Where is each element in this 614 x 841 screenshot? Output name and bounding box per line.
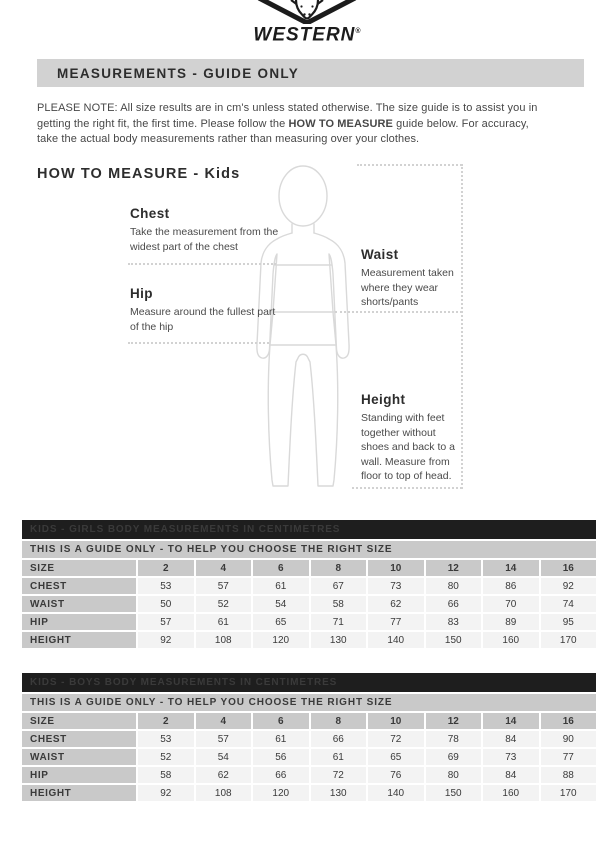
value-cell: 66	[426, 596, 482, 612]
height-vertical-guide-line	[461, 164, 463, 489]
value-cell: 77	[368, 614, 424, 630]
value-cell: 76	[368, 767, 424, 783]
row-label-cell: HIP	[22, 767, 136, 783]
value-cell: 67	[311, 578, 367, 594]
value-cell: 65	[368, 749, 424, 765]
height-title: Height	[361, 392, 406, 407]
value-cell: 170	[541, 632, 597, 648]
size-header-row	[22, 713, 596, 729]
size-value-cell: 16	[541, 560, 597, 576]
table-row	[22, 578, 596, 594]
waist-measure-label	[361, 247, 461, 310]
value-cell: 72	[311, 767, 367, 783]
value-cell: 140	[368, 632, 424, 648]
value-cell: 92	[541, 578, 597, 594]
value-cell: 57	[196, 731, 252, 747]
value-cell: 130	[311, 632, 367, 648]
size-value-cell: 12	[426, 560, 482, 576]
note-bold: HOW TO MEASURE	[288, 117, 393, 130]
size-value-cell: 16	[541, 713, 597, 729]
chest-measure-label	[130, 206, 300, 254]
brand-wordmark	[0, 24, 614, 46]
value-cell: 56	[253, 749, 309, 765]
value-cell: 77	[541, 749, 597, 765]
value-cell: 65	[253, 614, 309, 630]
size-value-cell: 10	[368, 713, 424, 729]
value-cell: 69	[426, 749, 482, 765]
value-cell: 50	[138, 596, 194, 612]
size-value-cell: 6	[253, 560, 309, 576]
value-cell: 62	[368, 596, 424, 612]
value-cell: 66	[253, 767, 309, 783]
value-cell: 86	[483, 578, 539, 594]
table-subtitle: THIS IS A GUIDE ONLY - TO HELP YOU CHOOSE THE RIGHT SIZE	[22, 694, 596, 711]
table-row	[22, 749, 596, 765]
please-note-text	[37, 101, 553, 148]
value-cell: 130	[311, 785, 367, 801]
value-cell: 52	[138, 749, 194, 765]
hip-guide-line	[128, 342, 269, 344]
row-label-cell: HIP	[22, 614, 136, 630]
hip-title: Hip	[130, 286, 153, 301]
height-measure-label	[361, 392, 461, 484]
waist-title: Waist	[361, 247, 399, 262]
value-cell: 150	[426, 632, 482, 648]
value-cell: 90	[541, 731, 597, 747]
size-value-cell: 12	[426, 713, 482, 729]
value-cell: 108	[196, 632, 252, 648]
value-cell: 80	[426, 578, 482, 594]
value-cell: 58	[138, 767, 194, 783]
note-suffix: guide below. For accuracy, take the actual body measurements rather than measuring over your clothes.	[37, 117, 529, 145]
chest-description: Take the measurement from the widest part of the chest	[130, 226, 279, 253]
boys-measurements-table	[20, 671, 598, 803]
value-cell: 61	[196, 614, 252, 630]
chest-title: Chest	[130, 206, 170, 221]
table-row	[22, 767, 596, 783]
size-value-cell: 14	[483, 713, 539, 729]
height-bottom-guide-line	[352, 487, 462, 489]
table-title: KIDS - GIRLS BODY MEASUREMENTS IN CENTIMETRES	[22, 520, 596, 539]
value-cell: 61	[253, 731, 309, 747]
hip-measure-label	[130, 286, 280, 334]
value-cell: 80	[426, 767, 482, 783]
value-cell: 57	[138, 614, 194, 630]
table-row	[22, 785, 596, 801]
value-cell: 73	[368, 578, 424, 594]
value-cell: 160	[483, 632, 539, 648]
value-cell: 58	[311, 596, 367, 612]
value-cell: 83	[426, 614, 482, 630]
size-header-cell: SIZE	[22, 713, 136, 729]
value-cell: 53	[138, 578, 194, 594]
value-cell: 61	[253, 578, 309, 594]
height-description: Standing with feet together without shoes and back to a wall. Measure from floor to top of head.	[361, 412, 455, 482]
size-header-cell: SIZE	[22, 560, 136, 576]
size-value-cell: 4	[196, 560, 252, 576]
value-cell: 140	[368, 785, 424, 801]
table-row	[22, 596, 596, 612]
height-top-guide-line	[357, 164, 462, 166]
value-cell: 70	[483, 596, 539, 612]
value-cell: 120	[253, 632, 309, 648]
waist-description: Measurement taken where they wear shorts/pants	[361, 267, 454, 308]
steer-head-badge-icon	[255, 0, 359, 24]
page-title: MEASUREMENTS - GUIDE ONLY	[37, 59, 584, 87]
value-cell: 57	[196, 578, 252, 594]
registered-trademark: ®	[355, 28, 361, 35]
note-prefix: PLEASE NOTE: All size results are in cm's unless stated otherwise. The size guide is to assist you in getting the right fit, the first time. Please follow the	[37, 102, 538, 130]
hip-description: Measure around the fullest part of the hip	[130, 306, 276, 333]
waist-guide-line	[335, 311, 462, 313]
value-cell: 62	[196, 767, 252, 783]
table-title: KIDS - BOYS BODY MEASUREMENTS IN CENTIMETRES	[22, 673, 596, 692]
value-cell: 88	[541, 767, 597, 783]
value-cell: 84	[483, 731, 539, 747]
value-cell: 54	[253, 596, 309, 612]
size-value-cell: 2	[138, 560, 194, 576]
brand-logo	[0, 0, 614, 46]
size-value-cell: 14	[483, 560, 539, 576]
value-cell: 71	[311, 614, 367, 630]
girls-measurements-table	[20, 518, 598, 650]
value-cell: 170	[541, 785, 597, 801]
size-value-cell: 8	[311, 713, 367, 729]
size-value-cell: 4	[196, 713, 252, 729]
value-cell: 160	[483, 785, 539, 801]
row-label-cell: HEIGHT	[22, 632, 136, 648]
table-subtitle: THIS IS A GUIDE ONLY - TO HELP YOU CHOOSE THE RIGHT SIZE	[22, 541, 596, 558]
table-row	[22, 632, 596, 648]
value-cell: 74	[541, 596, 597, 612]
value-cell: 89	[483, 614, 539, 630]
how-to-measure-title: HOW TO MEASURE - Kids	[37, 166, 241, 182]
row-label-cell: CHEST	[22, 731, 136, 747]
row-label-cell: WAIST	[22, 596, 136, 612]
table-row	[22, 614, 596, 630]
row-label-cell: HEIGHT	[22, 785, 136, 801]
brand-name: WESTERN	[253, 24, 356, 46]
size-value-cell: 8	[311, 560, 367, 576]
value-cell: 92	[138, 785, 194, 801]
value-cell: 61	[311, 749, 367, 765]
row-label-cell: WAIST	[22, 749, 136, 765]
size-value-cell: 6	[253, 713, 309, 729]
value-cell: 78	[426, 731, 482, 747]
value-cell: 92	[138, 632, 194, 648]
value-cell: 72	[368, 731, 424, 747]
chest-guide-line	[128, 263, 276, 265]
value-cell: 73	[483, 749, 539, 765]
value-cell: 150	[426, 785, 482, 801]
value-cell: 52	[196, 596, 252, 612]
size-header-row	[22, 560, 596, 576]
value-cell: 84	[483, 767, 539, 783]
size-value-cell: 2	[138, 713, 194, 729]
value-cell: 120	[253, 785, 309, 801]
table-row	[22, 731, 596, 747]
value-cell: 108	[196, 785, 252, 801]
size-value-cell: 10	[368, 560, 424, 576]
value-cell: 53	[138, 731, 194, 747]
value-cell: 54	[196, 749, 252, 765]
value-cell: 66	[311, 731, 367, 747]
value-cell: 95	[541, 614, 597, 630]
row-label-cell: CHEST	[22, 578, 136, 594]
